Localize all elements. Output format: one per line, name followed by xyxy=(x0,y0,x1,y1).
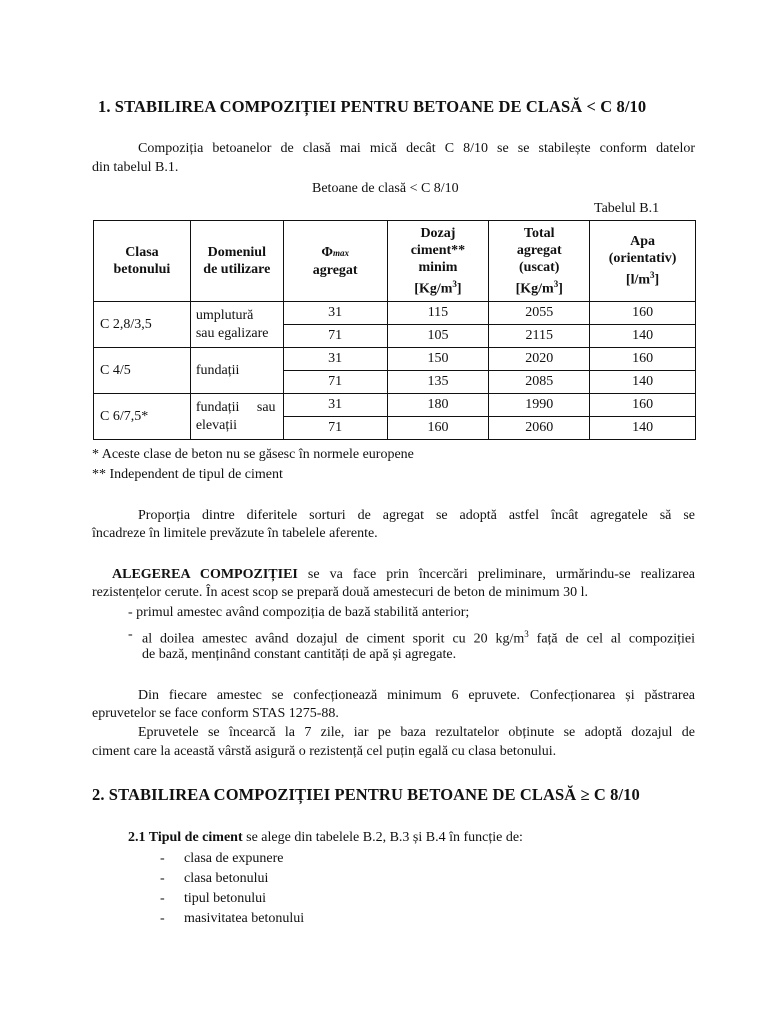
apa-cell: 140 xyxy=(590,371,696,394)
phi-cell: 31 xyxy=(283,348,387,371)
dozaj-cell: 180 xyxy=(387,394,489,417)
list-item: - clasa de expunere xyxy=(160,851,284,866)
bullet-1: - primul amestec având compoziția de bază stabilită anterior; xyxy=(128,605,470,620)
table-label: Tabelul B.1 xyxy=(594,201,660,216)
phi-cell: 71 xyxy=(283,371,387,394)
clasa-cell: C 6/7,5* xyxy=(94,394,191,440)
clasa-cell: C 4/5 xyxy=(94,348,191,394)
header-clasa: Clasa betonului xyxy=(94,221,191,302)
dozaj-cell: 135 xyxy=(387,371,489,394)
total-cell: 2085 xyxy=(489,371,590,394)
header-total: Total agregat (uscat) $[Kg/m^3]$ xyxy=(489,221,590,302)
dozaj-cell: 115 xyxy=(387,302,489,325)
header-phi-max: Φmax agregat xyxy=(283,221,387,302)
bullet-2-line-2: de bază, menținând constant cantități de apă și agregate. xyxy=(142,647,457,662)
total-cell: 2020 xyxy=(489,348,590,371)
apa-cell: 140 xyxy=(590,417,696,440)
section-2-title: 2. STABILIREA COMPOZIȚIEI PENTRU BETOANE DE CLASĂ ≥ C 8/10 xyxy=(92,785,640,804)
table-row xyxy=(94,302,696,325)
intro-line-2: din tabelul B.1. xyxy=(92,160,179,175)
total-cell: 2115 xyxy=(489,325,590,348)
table-header-row xyxy=(94,221,696,302)
dozaj-cell: 105 xyxy=(387,325,489,348)
list-item: - clasa betonului xyxy=(160,871,269,886)
table-row xyxy=(94,394,696,417)
total-cell: 2055 xyxy=(489,302,590,325)
apa-cell: 160 xyxy=(590,302,696,325)
domeniu-cell: fundații xyxy=(190,348,283,394)
header-domeniul: Domeniul de utilizare xyxy=(190,221,283,302)
list-item: - masivitatea betonului xyxy=(160,911,305,926)
apa-cell: 160 xyxy=(590,348,696,371)
domeniu-cell: umplutură sau egalizare xyxy=(190,302,283,348)
intro-line-1: Compoziția betoanelor de clasă mai mică decât C 8/10 se se stabilește conform datelor xyxy=(138,141,695,156)
footnote-1: * Aceste clase de beton nu se găsesc în normele europene xyxy=(92,447,414,462)
proportia-line-1: Proporția dintre diferitele sorturi de agregat se adoptă astfel încât agregatele să se xyxy=(138,508,695,523)
section-1-title: 1. STABILIREA COMPOZIȚIEI PENTRU BETOANE DE CLASĂ < C 8/10 xyxy=(98,97,647,116)
table-caption: Betoane de clasă < C 8/10 xyxy=(312,181,459,196)
alegerea-line-1: ALEGEREA COMPOZIȚIEI se va face prin încercări preliminare, urmărindu-se realizarea xyxy=(112,567,695,582)
proportia-line-2: încadreze în limitele prevăzute în tabelele aferente. xyxy=(92,526,378,541)
clasa-cell: C 2,8/3,5 xyxy=(94,302,191,348)
phi-cell: 31 xyxy=(283,394,387,417)
alegerea-line-2: rezistențelor cerute. În acest scop se prepară două amestecuri de beton de minimum 30 l. xyxy=(92,585,589,600)
total-cell: 2060 xyxy=(489,417,590,440)
apa-cell: 140 xyxy=(590,325,696,348)
domeniu-cell: fundații sau elevații xyxy=(190,394,283,440)
footnote-2: ** Independent de tipul de ciment xyxy=(92,467,283,482)
apa-cell: 160 xyxy=(590,394,696,417)
epruvete-p1-line-1: Din fiecare amestec se confecționează minimum 6 epruvete. Confecționarea și păstrarea xyxy=(138,688,695,703)
epruvete-p2-line-2: ciment care la această vârstă asigură o rezistență cel puțin egală cu clasa betonului. xyxy=(92,744,557,759)
header-dozaj: Dozaj ciment** minim $[Kg/m^3]$ xyxy=(387,221,489,302)
epruvete-p2-line-1: Epruvetele se încearcă la 7 zile, iar pe baza rezultatelor obținute se adoptă dozajul de xyxy=(138,725,695,740)
phi-cell: 71 xyxy=(283,325,387,348)
bullet-2-line-1: al doilea amestec având dozajul de ciment sporit cu 20 $kg/m^3$ față de cel al compoziției xyxy=(142,629,695,647)
bullet-2-dash: - xyxy=(128,627,133,642)
subsection-2-1: 2.1 Tipul de ciment se alege din tabelele B.2, B.3 și B.4 în funcție de: xyxy=(128,830,523,845)
header-apa: Apa (orientativ) $[l/m^3]$ xyxy=(590,221,696,302)
total-cell: 1990 xyxy=(489,394,590,417)
concrete-composition-table xyxy=(93,220,696,440)
alegerea-bold: ALEGEREA COMPOZIȚIEI xyxy=(112,567,298,582)
epruvete-p1-line-2: epruvetelor se face conform STAS 1275-88. xyxy=(92,706,339,721)
phi-cell: 71 xyxy=(283,417,387,440)
dozaj-cell: 150 xyxy=(387,348,489,371)
subsection-2-1-bold: 2.1 Tipul de ciment xyxy=(128,830,243,845)
phi-cell: 31 xyxy=(283,302,387,325)
table-row xyxy=(94,348,696,371)
dozaj-cell: 160 xyxy=(387,417,489,440)
list-item: - tipul betonului xyxy=(160,891,267,906)
